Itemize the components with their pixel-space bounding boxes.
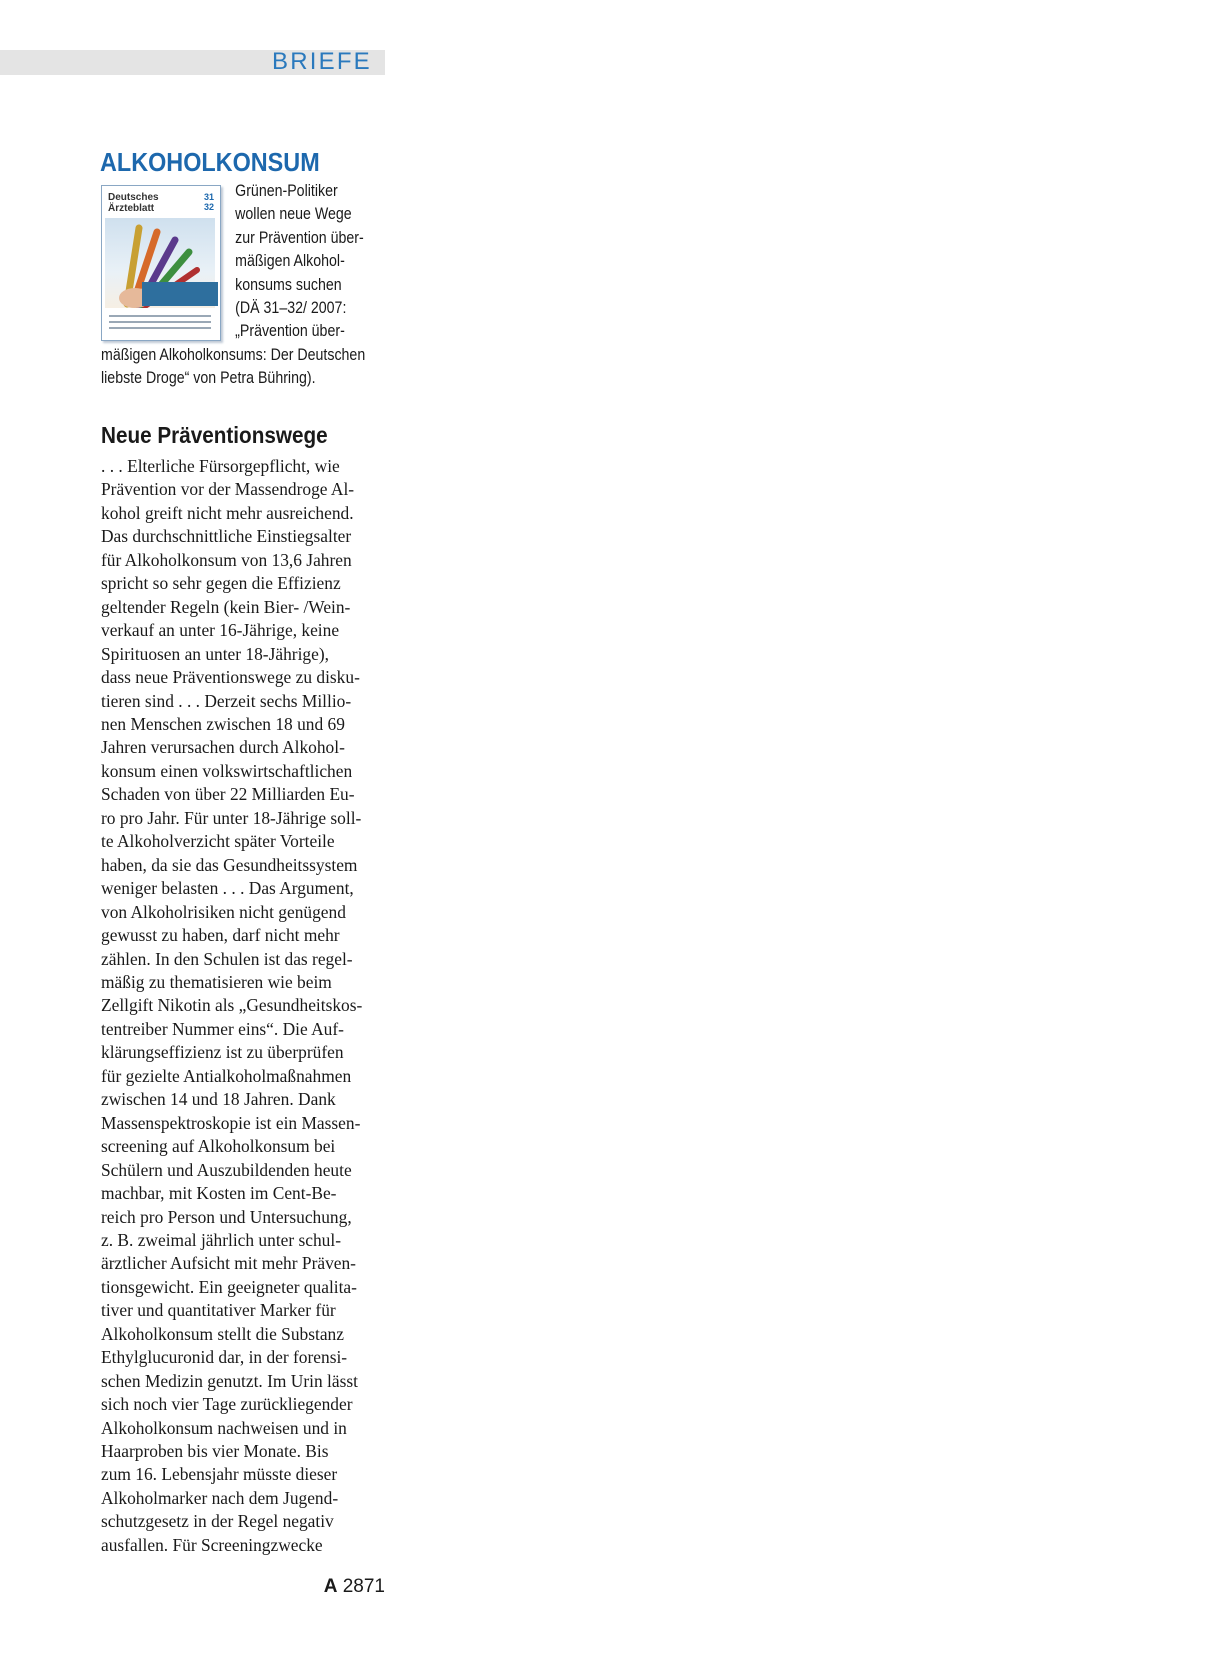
body-line: verkauf an unter 16-Jährige, keine (101, 620, 340, 641)
body-line: Prävention vor der Massendroge Al- (101, 479, 355, 500)
body-line: Spirituosen an unter 18-Jährige), (101, 643, 329, 664)
body-line: Massenspektroskopie ist ein Massen- (101, 1112, 361, 1133)
teaser-line: „Prävention über- (235, 322, 345, 341)
body-line: Jahren verursachen durch Alkohol- (101, 737, 345, 758)
body-line: klärungseffizienz ist zu überprüfen (101, 1042, 344, 1063)
body-line: Schülern und Auszubildenden heute (101, 1159, 352, 1180)
body-line: ausfallen. Für Screeningzwecke (101, 1534, 323, 1555)
body-line: screening auf Alkoholkonsum bei (101, 1136, 336, 1157)
body-line: Ethylglucuronid dar, in der forensi- (101, 1347, 348, 1368)
body-line: sich noch vier Tage zurückliegender (101, 1394, 353, 1415)
body-line: . . . Elterliche Fürsorgepflicht, wie (101, 456, 340, 476)
teaser-line: zur Prävention über- (235, 228, 364, 247)
body-line: Alkoholmarker nach dem Jugend- (101, 1487, 339, 1508)
topic-heading: ALKOHOLKONSUM (100, 147, 320, 177)
page-number-value: 2871 (342, 1576, 385, 1597)
body-line: weniger belasten . . . Das Argument, (101, 878, 354, 899)
body-line: te Alkoholverzicht später Vorteile (101, 831, 335, 852)
body-line: Zellgift Nikotin als „Gesundheitskos- (101, 995, 363, 1016)
body-line: spricht so sehr gegen die Effizienz (101, 573, 341, 594)
body-line: nen Menschen zwischen 18 und 69 (101, 713, 345, 734)
cover-masthead-line: Ärzteblatt (108, 203, 155, 214)
teaser-line: liebste Droge“ von Petra Bühring). (101, 369, 316, 388)
body-line: Das durchschnittliche Einstiegsalter (101, 526, 352, 547)
body-line: für gezielte Antialkoholmaßnahmen (101, 1065, 352, 1086)
teaser-line: mäßigen Alkohol- (235, 252, 345, 271)
body-line: geltender Regeln (kein Bier- /Wein- (101, 596, 351, 617)
body-line: schen Medizin genutzt. Im Urin lässt (101, 1370, 358, 1391)
body-line: tieren sind . . . Derzeit sechs Millio- (101, 690, 352, 711)
body-line: zum 16. Lebensjahr müsste dieser (101, 1464, 338, 1485)
body-line: zählen. In den Schulen ist das regel- (101, 948, 353, 969)
body-line: reich pro Person und Untersuchung, (101, 1206, 352, 1227)
body-line: tentreiber Nummer eins“. Die Auf- (101, 1018, 344, 1039)
letter-headline: Neue Präventionswege (101, 422, 328, 448)
body-line: Alkoholkonsum nachweisen und in (101, 1417, 347, 1438)
body-line: dass neue Präventionswege zu disku- (101, 667, 360, 688)
body-line: z. B. zweimal jährlich unter schul- (101, 1229, 342, 1250)
page-number (300, 1575, 385, 1599)
body-line: für Alkoholkonsum von 13,6 Jahren (101, 549, 352, 570)
teaser-line: wollen neue Wege (235, 205, 352, 224)
cover-issue-line: 31 (203, 192, 214, 202)
cover-masthead-line: Deutsches (108, 192, 159, 203)
body-line: kohol greift nicht mehr ausreichend. (101, 502, 354, 523)
teaser-line: (DÄ 31–32/ 2007: (235, 299, 347, 318)
body-line: tiver und quantitativer Marker für (101, 1300, 336, 1321)
body-line: konsum einen volkswirtschaftlichen (101, 760, 353, 781)
body-line: ro pro Jahr. Für unter 18-Jährige soll- (101, 807, 362, 828)
body-line: von Alkoholrisiken nicht genügend (101, 901, 346, 922)
body-line: mäßig zu thematisieren wie beim (101, 971, 332, 992)
body-line: schutzgesetz in der Regel negativ (101, 1511, 334, 1532)
teaser-line: mäßigen Alkoholkonsums: Der Deutschen (101, 345, 366, 364)
body-line: haben, da sie das Gesundheitssystem (101, 854, 358, 875)
section-label: BRIEFE (272, 48, 372, 75)
body-line: machbar, mit Kosten im Cent-Be- (101, 1183, 337, 1204)
body-line: gewusst zu haben, darf nicht mehr (101, 925, 340, 946)
body-line: ärztlicher Aufsicht mit mehr Präven- (101, 1253, 356, 1274)
cover-issue-line: 32 (203, 202, 214, 212)
teaser-line: konsums suchen (235, 275, 342, 294)
teaser-line: Grünen-Politiker (235, 182, 338, 200)
body-line: Schaden von über 22 Milliarden Eu- (101, 784, 355, 805)
body-line: Haarproben bis vier Monate. Bis (101, 1441, 329, 1462)
teaser-text (101, 180, 366, 391)
letter-body (101, 455, 391, 1557)
body-line: zwischen 14 und 18 Jahren. Dank (101, 1089, 336, 1110)
body-line: Alkoholkonsum stellt die Substanz (101, 1323, 344, 1344)
page-number-prefix: A (323, 1576, 338, 1597)
body-line: tionsgewicht. Ein geeigneter qualita- (101, 1276, 357, 1297)
